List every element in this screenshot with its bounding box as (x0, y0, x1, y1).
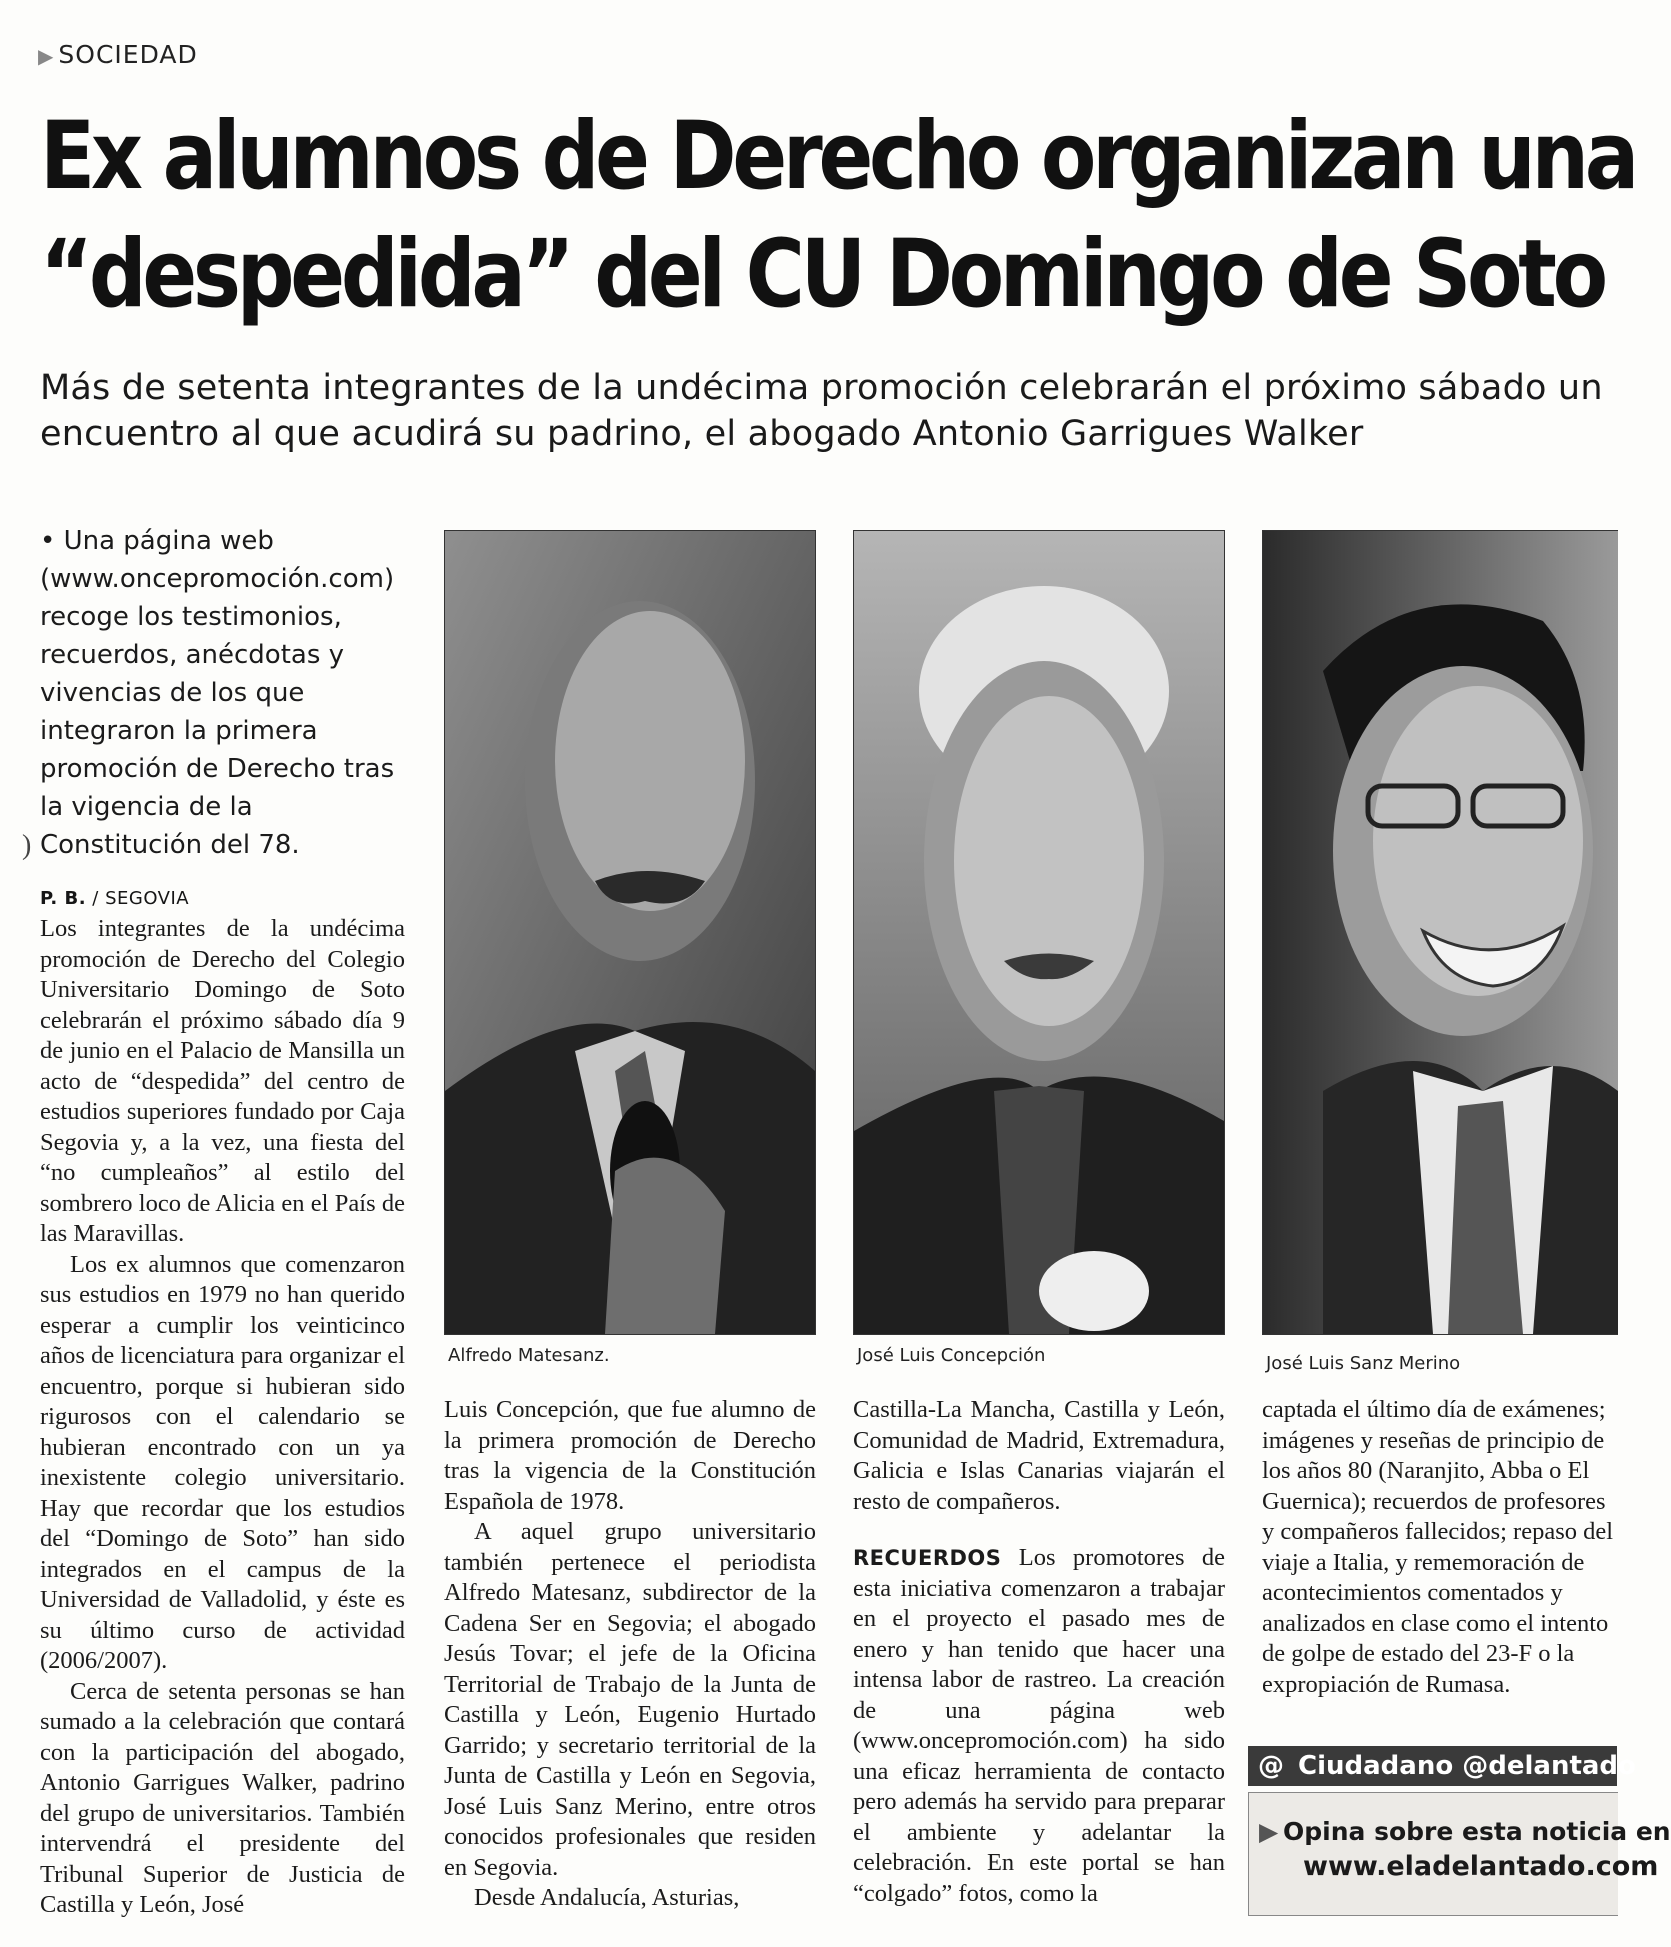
byline (40, 888, 189, 909)
lead-summary: • Una página web (www.oncepromoción.com) recoge los testimonios, recuerdos, anécdotas y vivencias de los que integraron la primera promoción de Derecho tras la vigencia de la Constitución del 78. (40, 526, 395, 860)
photo-caption-1: Alfredo Matesanz. (448, 1345, 610, 1366)
column-3-paragraph-2-text: Los promotores de esta iniciativa comenzaron a trabajar en el proyecto el pasado mes de enero y han tenido que hacer una intensa labor de rastreo. La creación de una página web (www.oncepromoción.com) ha sido una eficaz herramienta de contacto pero además ha servido para preparar el ambiente y adelantar la celebración. En este portal se han “colgado” fotos, como la (853, 1544, 1225, 1907)
photo-jose-luis-concepcion (853, 530, 1225, 1335)
column-1-paragraph-3: Cerca de setenta personas se han sumado a la celebración que contará con la participación del abogado, Antonio Garrigues Walker, padrino del grupo de universitarios. También intervendrá el presidente del Tribunal Superior de Justicia de Castilla y León, José (40, 1677, 405, 1918)
article-column-4 (1262, 1395, 1617, 1735)
ciudadano-banner-text: Ciudadano @delantado (1298, 1751, 1636, 1781)
column-2-paragraph-1: Luis Concepción, que fue alumno de la primera promoción de Derecho tras la vigencia de la Constitución Española de 1978. (444, 1396, 816, 1515)
ciudadano-link[interactable]: www.eladelantado.com (1303, 1851, 1659, 1882)
byline-author: P. B. (40, 888, 87, 909)
column-1-paragraph-1: Los integrantes de la undécima promoción de Derecho del Colegio Universitario Domingo de Soto celebrarán el próximo sábado día 9 de junio en el Palacio de Mansilla un acto de “despedida” del centro de estudios superiores fundado por Caja Segovia y, a la vez, una fiesta del “no cumpleaños” al estilo del sombrero loco de Alicia en el País de las Maravillas. (40, 915, 405, 1247)
ciudadano-box[interactable] (1248, 1792, 1671, 1916)
photo-alfredo-matesanz (444, 530, 816, 1335)
column-4-paragraph-1: captada el último día de exámenes; imágenes y reseñas de principio de los años 80 (Naranjito, Abba o El Guernica); recuerdos de profesores y compañeros fallecidos; repaso del viaje a Italia, y rememoración de acontecimientos comentados y analizados en clase como el intento de golpe de estado del 23-F o la expropiación de Rumasa. (1262, 1396, 1614, 1698)
headline (40, 98, 1636, 334)
recuerdos-label: RECUERDOS (853, 1546, 1002, 1570)
photo-caption-2: José Luis Concepción (857, 1345, 1046, 1366)
photo-caption-3: José Luis Sanz Merino (1266, 1353, 1461, 1374)
article-column-3 (853, 1395, 1225, 1909)
column-3-paragraph-1: Castilla-La Mancha, Castilla y León, Comunidad de Madrid, Extremadura, Galicia e Islas Canarias viajarán el resto de compañeros. (853, 1396, 1225, 1515)
ciudadano-banner (1248, 1746, 1636, 1786)
subheadline: Más de setenta integrantes de la undécima promoción celebrarán el próximo sábado un encuentro al que acudirá su padrino, el abogado Antonio Garrigues Walker (40, 368, 1603, 454)
article-column-2 (444, 1395, 816, 1914)
column-1-paragraph-2: Los ex alumnos que comenzaron sus estudios en 1979 no han querido esperar a cumplir los veinticinco años de licenciatura para organizar el encuentro, porque si hubieran sido rigurosos con el calendario se hubieran encontrado con un ya inexistente colegio universitario. Hay que recordar que los estudios del “Domingo de Soto” han sido integrados en el campus de la Universidad de Valladolid, y éste es su último curso de actividad (2006/2007). (40, 1250, 405, 1674)
ciudadano-prompt: Opina sobre esta noticia en (1283, 1817, 1671, 1846)
margin-mark: ) (22, 830, 32, 861)
triangle-icon: ▶ (38, 44, 55, 68)
photo-jose-luis-sanz-merino (1262, 530, 1618, 1335)
arrow-right-icon: ▶ (1259, 1817, 1279, 1846)
column-3-paragraph-2 (853, 1543, 1225, 1909)
headline-line-1: Ex alumnos de Derecho organizan una (40, 102, 1636, 211)
at-sign-icon: @ (1258, 1751, 1284, 1781)
section-label: SOCIEDAD (58, 40, 198, 69)
column-2-paragraph-3: Desde Andalucía, Asturias, (474, 1884, 740, 1911)
section-tag (38, 40, 198, 69)
column-2-paragraph-2: A aquel grupo universitario también pertenece el periodista Alfredo Matesanz, subdirector de la Cadena Ser en Segovia; el abogado Jesús Tovar; el jefe de la Oficina Territorial de Trabajo de la Junta de Castilla y León, Eugenio Hurtado Garrido; y secretario territorial de la Junta de Castilla y León en Segovia, José Luis Sanz Merino, entre otros conocidos profesionales que residen en Segovia. (444, 1518, 816, 1881)
headline-line-2: “despedida” del CU Domingo de Soto (40, 220, 1604, 329)
article-column-1 (40, 914, 405, 1921)
byline-place: / SEGOVIA (86, 888, 190, 909)
